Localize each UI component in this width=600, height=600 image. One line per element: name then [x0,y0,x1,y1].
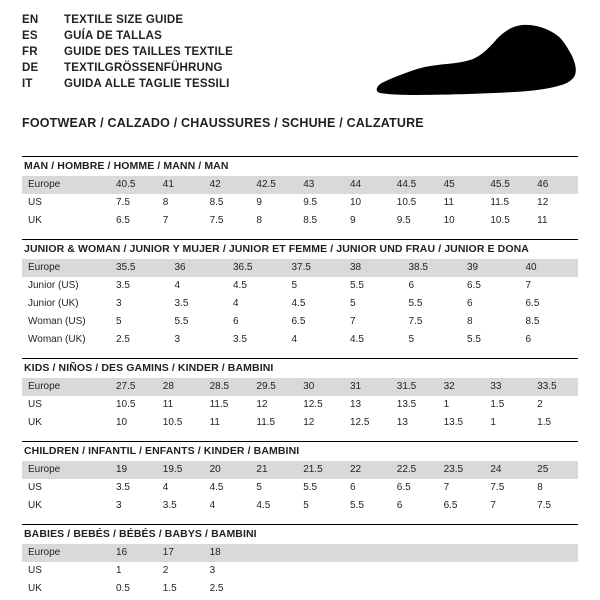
cell: 7 [350,316,356,327]
cell: 5.5 [349,500,364,511]
cell-empty [297,544,344,562]
row-label: UK [28,500,42,511]
cell-empty [344,562,391,580]
language-row [22,78,233,94]
size-table-body [22,544,578,598]
size-table-body [22,461,578,515]
cell-empty [484,580,531,598]
cell: 45.5 [484,176,531,194]
cell: 7 [443,482,450,493]
cell-empty [438,544,485,562]
cell: 40.5 [110,176,157,194]
row-label: Europe [22,259,110,277]
cell: 9 [256,197,262,208]
table-row [22,259,578,277]
cell: 42.5 [250,176,297,194]
section-title: BABIES / BEBÉS / BÉBÉS / BABYS / BAMBINI [22,524,578,544]
cell: 6 [233,316,239,327]
cell: 3.5 [174,298,189,309]
cell: 8.5 [303,215,318,226]
language-code: IT [22,78,33,90]
size-table-kids [22,378,578,432]
cell: 2.5 [116,334,130,345]
size-table-junior-woman [22,259,578,349]
section-title: CHILDREN / INFANTIL / ENFANTS / KINDER / BAMBINI [22,441,578,461]
cell-empty [297,580,344,598]
table-row [22,497,578,515]
cell: 10.5 [396,197,417,208]
row-label: UK [28,215,42,226]
cell: 3 [174,334,181,345]
language-row [22,62,233,78]
section-title: MAN / HOMBRE / HOMME / MANN / MAN [22,156,578,176]
table-row [22,176,578,194]
table-row [22,461,578,479]
cell: 3.5 [162,500,177,511]
table-row [22,414,578,432]
table-row [22,212,578,230]
cell: 11.5 [256,417,276,428]
table-row [22,562,578,580]
cell: 20 [204,461,251,479]
row-label: Woman (US) [28,316,86,327]
language-title: GUÍA DE TALLAS [64,30,162,42]
cell: 5.5 [350,280,364,291]
language-row [22,30,233,46]
cell: 25 [531,461,578,479]
cell: 5 [303,500,309,511]
size-table-children [22,461,578,515]
cell-empty [344,544,391,562]
cell-empty [531,544,578,562]
document-header [0,0,600,108]
row-label: Junior (US) [28,280,79,291]
cell: 5 [256,482,262,493]
language-title-list [22,14,233,94]
cell: 6.5 [525,298,540,309]
cell: 11 [537,215,548,226]
cell-empty [438,562,485,580]
section-kids [22,358,578,432]
cell: 2 [162,565,169,576]
cell: 16 [110,544,157,562]
cell: 21.5 [297,461,344,479]
cell: 10 [443,215,455,226]
cell: 12 [303,417,315,428]
cell: 0.5 [116,583,130,594]
cell: 7.5 [209,215,224,226]
cell: 4 [233,298,239,309]
cell: 7 [162,215,169,226]
language-row [22,46,233,62]
cell: 4 [291,334,298,345]
cell: 7.5 [116,197,130,208]
cell: 31 [344,378,391,396]
cell: 6 [467,298,473,309]
cell-empty [484,544,531,562]
cell: 8 [467,316,473,327]
section-children [22,441,578,515]
cell: 1 [443,399,450,410]
size-tables [0,130,600,598]
table-row [22,544,578,562]
cell: 2 [537,399,543,410]
cell: 17 [157,544,204,562]
language-row [22,14,233,30]
cell: 9 [349,215,356,226]
section-babies [22,524,578,598]
cell: 43 [297,176,344,194]
cell-empty [391,580,438,598]
cell: 9.5 [303,197,318,208]
cell: 35.5 [110,259,169,277]
cell: 1.5 [490,399,505,410]
language-code: FR [22,46,38,58]
cell: 4 [174,280,181,291]
cell: 7 [525,280,532,291]
cell: 6.5 [291,316,306,327]
cell-empty [531,562,578,580]
cell: 11.5 [490,197,510,208]
language-title: GUIDE DES TAILLES TEXTILE [64,46,233,58]
cell: 27.5 [110,378,157,396]
cell: 31.5 [391,378,438,396]
cell: 5.5 [467,334,481,345]
language-title-list-body [22,14,233,94]
cell: 36.5 [227,259,286,277]
section-title: KIDS / NIÑOS / DES GAMINS / KINDER / BAMBINI [22,358,578,378]
cell: 5 [350,298,356,309]
cell: 1.5 [537,417,552,428]
cell-empty [250,544,297,562]
cell: 4.5 [256,500,271,511]
cell: 23.5 [438,461,485,479]
row-label: Europe [22,176,110,194]
cell: 4.5 [291,298,306,309]
cell: 32 [438,378,485,396]
cell: 38 [344,259,403,277]
cell: 6.5 [443,500,458,511]
cell: 33 [484,378,531,396]
cell: 28 [157,378,204,396]
cell: 29.5 [250,378,297,396]
cell: 13 [396,417,408,428]
row-label: US [28,399,42,410]
cell: 12.5 [349,417,370,428]
language-title: TEXTILE SIZE GUIDE [64,14,184,26]
row-label: US [28,197,42,208]
size-table-body [22,176,578,230]
cell: 19.5 [157,461,204,479]
cell: 2.5 [209,583,224,594]
cell: 44 [344,176,391,194]
cell: 8.5 [209,197,224,208]
cell: 7 [490,500,496,511]
table-row [22,378,578,396]
cell: 33.5 [531,378,578,396]
table-row [22,277,578,295]
cell: 12.5 [303,399,323,410]
cell: 8 [256,215,262,226]
cell: 5.5 [174,316,189,327]
cell: 19 [110,461,157,479]
cell: 37.5 [286,259,345,277]
cell: 3 [116,298,122,309]
cell-empty [531,580,578,598]
table-row [22,313,578,331]
cell: 13 [349,399,362,410]
section-title: JUNIOR & WOMAN / JUNIOR Y MUJER / JUNIOR ET FEMME / JUNIOR UND FRAU / JUNIOR E DONA [22,239,578,259]
cell: 5.5 [303,482,318,493]
cell: 24 [484,461,531,479]
table-row [22,580,578,598]
section-junior-woman [22,239,578,349]
cell: 7.5 [537,500,552,511]
cell: 10.5 [490,215,510,226]
cell-empty [391,544,438,562]
cell: 3 [116,500,122,511]
cell: 3.5 [116,280,130,291]
language-title: TEXTILGRÖSSENFÜHRUNG [64,62,223,74]
cell: 8.5 [525,316,540,327]
cell-empty [344,580,391,598]
cell: 28.5 [204,378,251,396]
row-label: UK [28,583,42,594]
cell: 10 [349,197,362,208]
row-label: UK [28,417,42,428]
cell: 1 [116,565,122,576]
cell: 38.5 [403,259,462,277]
cell: 1.5 [162,583,177,594]
table-row [22,331,578,349]
cell: 45 [438,176,485,194]
cell: 8 [537,482,543,493]
row-label: Europe [22,378,110,396]
cell: 11 [443,197,454,208]
category-title: FOOTWEAR / CALZADO / CHAUSSURES / SCHUHE / CALZATURE [22,116,424,130]
size-table-man [22,176,578,230]
cell: 7.5 [408,316,423,327]
cell: 22.5 [391,461,438,479]
cell: 12 [256,399,268,410]
cell: 4 [209,500,216,511]
cell: 3.5 [116,482,130,493]
cell: 6.5 [396,482,411,493]
cell: 6 [349,482,356,493]
cell: 6 [525,334,532,345]
size-table-babies [22,544,578,598]
dress-shoe-icon [372,18,582,98]
cell: 6.5 [467,280,481,291]
language-code: ES [22,30,38,42]
table-row [22,194,578,212]
row-label: Europe [22,461,110,479]
cell: 1 [490,417,496,428]
section-man [22,156,578,230]
cell: 41 [157,176,204,194]
cell: 36 [169,259,228,277]
cell: 13.5 [396,399,417,410]
cell-empty [250,562,297,580]
cell: 3 [209,565,216,576]
cell: 5.5 [408,298,423,309]
cell-empty [438,580,485,598]
cell: 44.5 [391,176,438,194]
cell-empty [250,580,297,598]
row-label: US [28,565,42,576]
cell: 5 [408,334,415,345]
cell: 13.5 [443,417,464,428]
cell: 22 [344,461,391,479]
cell-empty [391,562,438,580]
size-table-body [22,378,578,432]
cell: 6 [408,280,415,291]
row-label: Junior (UK) [28,298,79,309]
cell-empty [297,562,344,580]
cell: 6 [396,500,403,511]
cell: 11 [209,417,220,428]
cell: 18 [204,544,251,562]
cell: 5 [116,316,122,327]
cell: 3.5 [233,334,247,345]
table-row [22,295,578,313]
cell: 10.5 [162,417,183,428]
cell: 11 [162,399,174,410]
cell: 4.5 [233,280,247,291]
cell: 21 [250,461,297,479]
row-label: Europe [22,544,110,562]
cell: 40 [520,259,579,277]
cell: 4 [162,482,169,493]
language-code: EN [22,14,39,26]
cell: 10 [116,417,128,428]
row-label: Woman (UK) [28,334,86,345]
cell: 7.5 [490,482,505,493]
row-label: US [28,482,42,493]
table-row [22,396,578,414]
cell: 6.5 [116,215,130,226]
cell: 12 [537,197,549,208]
language-title: GUIDA ALLE TAGLIE TESSILI [64,78,230,90]
cell: 30 [297,378,344,396]
cell: 42 [204,176,251,194]
cell: 11.5 [209,399,229,410]
size-table-body [22,259,578,349]
language-code: DE [22,62,39,74]
cell: 4.5 [350,334,364,345]
cell: 46 [531,176,578,194]
cell: 5 [291,280,298,291]
cell: 9.5 [396,215,411,226]
cell: 8 [162,197,169,208]
cell: 39 [461,259,520,277]
cell: 10.5 [116,399,136,410]
cell-empty [484,562,531,580]
table-row [22,479,578,497]
cell: 4.5 [209,482,224,493]
